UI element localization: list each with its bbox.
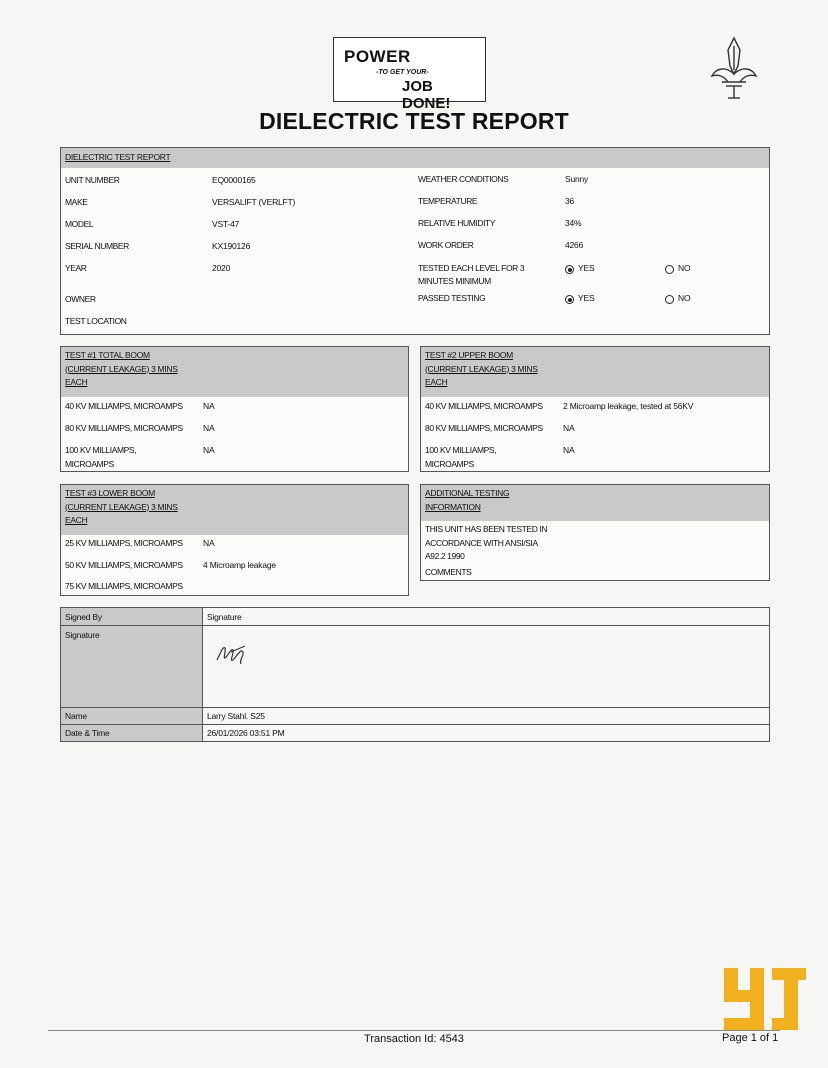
work-order-label: WORK ORDER bbox=[418, 240, 474, 250]
model-label: MODEL bbox=[65, 219, 94, 229]
signature-row bbox=[61, 626, 769, 708]
passed-no-label: NO bbox=[678, 293, 691, 303]
make-value: VERSALIFT (VERLFT) bbox=[212, 197, 296, 207]
brand-watermark-icon bbox=[722, 968, 808, 1038]
test2-row2-value: NA bbox=[563, 423, 575, 433]
datetime-label: Date & Time bbox=[65, 728, 110, 738]
test1-header bbox=[61, 347, 408, 397]
test2-row3-label-1: 100 KV MILLIAMPS, bbox=[425, 445, 497, 455]
datetime-label-cell bbox=[61, 725, 203, 741]
test-location-label: TEST LOCATION bbox=[65, 316, 127, 326]
name-label: Name bbox=[65, 711, 87, 721]
signed-by-label: Signed By bbox=[65, 612, 102, 622]
test3-header-line1: TEST #3 LOWER BOOM bbox=[65, 488, 155, 498]
test1-header-line3: EACH bbox=[65, 377, 88, 387]
test1-row3-value: NA bbox=[203, 445, 215, 455]
test1-row2-label: 80 KV MILLIAMPS, MICROAMPS bbox=[65, 423, 183, 433]
signed-by-value: Signature bbox=[207, 612, 242, 622]
work-order-value: 4266 bbox=[565, 240, 584, 250]
test2-row1-value: 2 Microamp leakage, tested at 56KV bbox=[563, 401, 694, 411]
test2-header bbox=[421, 347, 769, 397]
test1-row2-value: NA bbox=[203, 423, 215, 433]
unit-number-value: EQ0000165 bbox=[212, 175, 256, 185]
test2-row3-value: NA bbox=[563, 445, 575, 455]
year-label: YEAR bbox=[65, 263, 87, 273]
signed-by-row bbox=[61, 608, 769, 626]
transaction-id: Transaction Id: 4543 bbox=[364, 1033, 464, 1045]
logo-line1: POWER bbox=[344, 47, 411, 66]
handwritten-signature bbox=[213, 638, 253, 670]
test1-row1-label: 40 KV MILLIAMPS, MICROAMPS bbox=[65, 401, 183, 411]
section-header: DIELECTRIC TEST REPORT bbox=[61, 148, 769, 168]
year-value: 2020 bbox=[212, 263, 231, 273]
weather-label: WEATHER CONDITIONS bbox=[418, 174, 509, 184]
signature-label-cell bbox=[61, 626, 203, 707]
vehicle-info-section bbox=[60, 147, 770, 335]
tested-each-level-label-1: TESTED EACH LEVEL FOR 3 bbox=[418, 263, 525, 273]
weather-value: Sunny bbox=[565, 174, 589, 184]
serial-number-value: KX190126 bbox=[212, 241, 251, 251]
test3-row1-label: 25 KV MILLIAMPS, MICROAMPS bbox=[65, 538, 183, 548]
test3-header-line3: EACH bbox=[65, 515, 88, 525]
test2-section bbox=[420, 346, 770, 472]
test1-section bbox=[60, 346, 409, 472]
comments-label: COMMENTS bbox=[425, 567, 472, 577]
test2-row3-label-2: MICROAMPS bbox=[425, 459, 474, 469]
tested-yes-label: YES bbox=[578, 263, 595, 273]
humidity-label: RELATIVE HUMIDITY bbox=[418, 218, 496, 228]
test1-row3-label-2: MICROAMPS bbox=[65, 459, 114, 469]
test3-row2-value: 4 Microamp leakage bbox=[203, 560, 276, 570]
test3-header-line2: (CURRENT LEAKAGE) 3 MINS bbox=[65, 501, 178, 512]
test2-row2-label: 80 KV MILLIAMPS, MICROAMPS bbox=[425, 423, 543, 433]
logo-line2: JOB DONE! bbox=[402, 78, 451, 112]
temperature-value: 36 bbox=[565, 196, 575, 206]
test3-row2-label: 50 KV MILLIAMPS, MICROAMPS bbox=[65, 560, 183, 570]
name-row bbox=[61, 708, 769, 725]
additional-body-line2: ACCORDANCE WITH ANSI/SIA bbox=[425, 538, 538, 548]
test1-header-line2: (CURRENT LEAKAGE) 3 MINS bbox=[65, 363, 178, 374]
passed-testing-label: PASSED TESTING bbox=[418, 293, 486, 303]
datetime-row bbox=[61, 725, 769, 741]
test1-header-line1: TEST #1 TOTAL BOOM bbox=[65, 350, 150, 360]
page-number: Page 1 of 1 bbox=[722, 1032, 779, 1044]
report-title: DIELECTRIC TEST REPORT bbox=[259, 108, 569, 134]
datetime-value: 26/01/2026 03:51 PM bbox=[207, 728, 285, 738]
footer-divider bbox=[48, 1030, 780, 1031]
passed-yes-radio[interactable] bbox=[565, 295, 574, 304]
test1-row1-value: NA bbox=[203, 401, 215, 411]
owner-label: OWNER bbox=[65, 294, 96, 304]
serial-number-label: SERIAL NUMBER bbox=[65, 241, 129, 251]
tested-yes-radio[interactable] bbox=[565, 265, 574, 274]
company-logo bbox=[333, 37, 486, 112]
test2-header-line3: EACH bbox=[425, 377, 448, 387]
make-label: MAKE bbox=[65, 197, 88, 207]
additional-header-line1: ADDITIONAL TESTING bbox=[425, 488, 510, 498]
temperature-label: TEMPERATURE bbox=[418, 196, 478, 206]
test2-header-line2: (CURRENT LEAKAGE) 3 MINS bbox=[425, 363, 538, 374]
test3-row1-value: NA bbox=[203, 538, 215, 548]
additional-body-line3: A92.2 1990 bbox=[425, 551, 465, 561]
signature-label: Signature bbox=[65, 630, 100, 640]
passed-yes-label: YES bbox=[578, 293, 595, 303]
logo-tagline: -TO GET YOUR- bbox=[376, 69, 429, 76]
fleur-de-lis-icon bbox=[708, 36, 760, 102]
test1-row3-label-1: 100 KV MILLIAMPS, bbox=[65, 445, 137, 455]
tested-no-radio[interactable] bbox=[665, 265, 674, 274]
signed-by-label-cell bbox=[61, 608, 203, 625]
humidity-value: 34% bbox=[565, 218, 582, 228]
additional-body-line1: THIS UNIT HAS BEEN TESTED IN bbox=[425, 524, 548, 534]
additional-info-section bbox=[420, 484, 770, 581]
signature-table bbox=[60, 607, 770, 742]
passed-no-radio[interactable] bbox=[665, 295, 674, 304]
tested-no-label: NO bbox=[678, 263, 691, 273]
additional-header bbox=[421, 485, 769, 521]
name-value: Larry Stahl. S25 bbox=[207, 711, 265, 721]
test3-row3-label: 75 KV MILLIAMPS, MICROAMPS bbox=[65, 581, 183, 591]
test2-header-line1: TEST #2 UPPER BOOM bbox=[425, 350, 513, 360]
test3-header bbox=[61, 485, 408, 535]
test2-row1-label: 40 KV MILLIAMPS, MICROAMPS bbox=[425, 401, 543, 411]
additional-header-line2: INFORMATION bbox=[425, 501, 481, 512]
test3-section bbox=[60, 484, 409, 596]
unit-number-label: UNIT NUMBER bbox=[65, 175, 120, 185]
name-label-cell bbox=[61, 708, 203, 724]
tested-each-level-label-2: MINUTES MINIMUM bbox=[418, 276, 491, 286]
model-value: VST-47 bbox=[212, 219, 240, 229]
